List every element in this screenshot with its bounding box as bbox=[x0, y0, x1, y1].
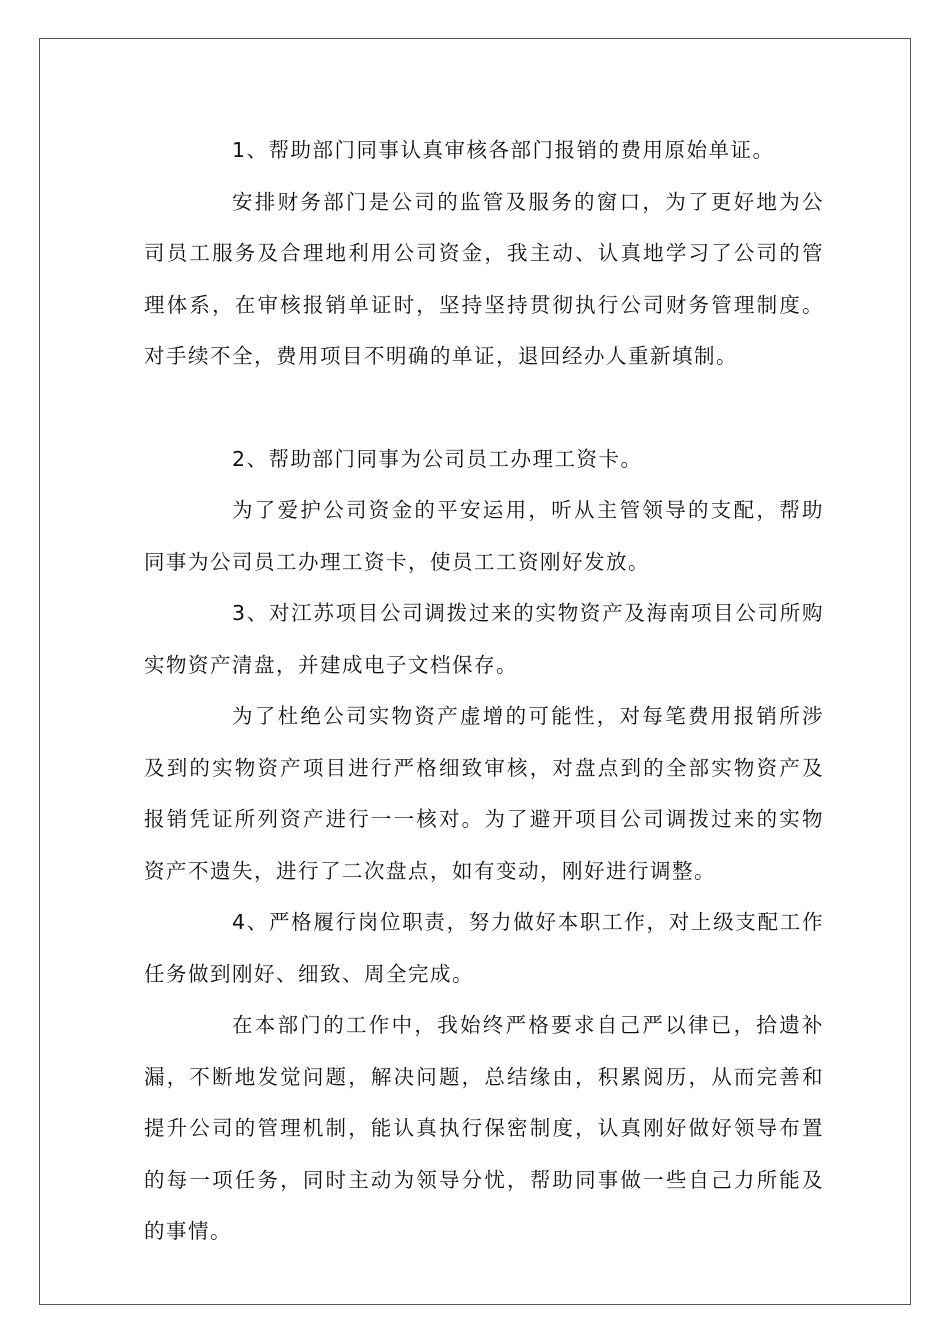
document-body bbox=[144, 125, 824, 1258]
paragraph-item-2-body: 为了爱护公司资金的平安运用，听从主管领导的支配，帮助同事为公司员工办理工资卡，使员工工资刚好发放。 bbox=[144, 498, 824, 574]
paragraph-item-4-heading: 4、严格履行岗位职责，努力做好本职工作，对上级支配工作任务做到刚好、细致、周全完成。 bbox=[144, 910, 824, 986]
paragraph-item-1-heading: 1、帮助部门同事认真审核各部门报销的费用原始单证。 bbox=[232, 138, 775, 162]
paragraph-item-3-heading: 3、对江苏项目公司调拨过来的实物资产及海南项目公司所购实物资产清盘，并建成电子文档保存。 bbox=[144, 601, 824, 677]
paragraph-item-4-body: 在本部门的工作中，我始终严格要求自己严以律已，拾遗补漏，不断地发觉问题，解决问题，总结缘由，积累阅历，从而完善和提升公司的管理机制，能认真执行保密制度，认真刚好做好领导布置的每一项任务，同时主动为领导分忧，帮助同事做一些自己力所能及的事情。 bbox=[144, 1013, 824, 1243]
paragraph-item-3-body: 为了杜绝公司实物资产虚增的可能性，对每笔费用报销所涉及到的实物资产项目进行严格细致审核，对盘点到的全部实物资产及报销凭证所列资产进行一一核对。为了避开项目公司调拨过来的实物资产不遗失，进行了二次盘点，如有变动，刚好进行调整。 bbox=[144, 704, 824, 883]
paragraph-spacer bbox=[144, 383, 824, 434]
paragraph-item-1-body: 安排财务部门是公司的监管及服务的窗口，为了更好地为公司员工服务及合理地利用公司资金，我主动、认真地学习了公司的管理体系，在审核报销单证时，坚持坚持贯彻执行公司财务管理制度。对手续不全，费用项目不明确的单证，退回经办人重新填制。 bbox=[144, 189, 824, 368]
paragraph-item-2-heading: 2、帮助部门同事为公司员工办理工资卡。 bbox=[232, 446, 643, 471]
